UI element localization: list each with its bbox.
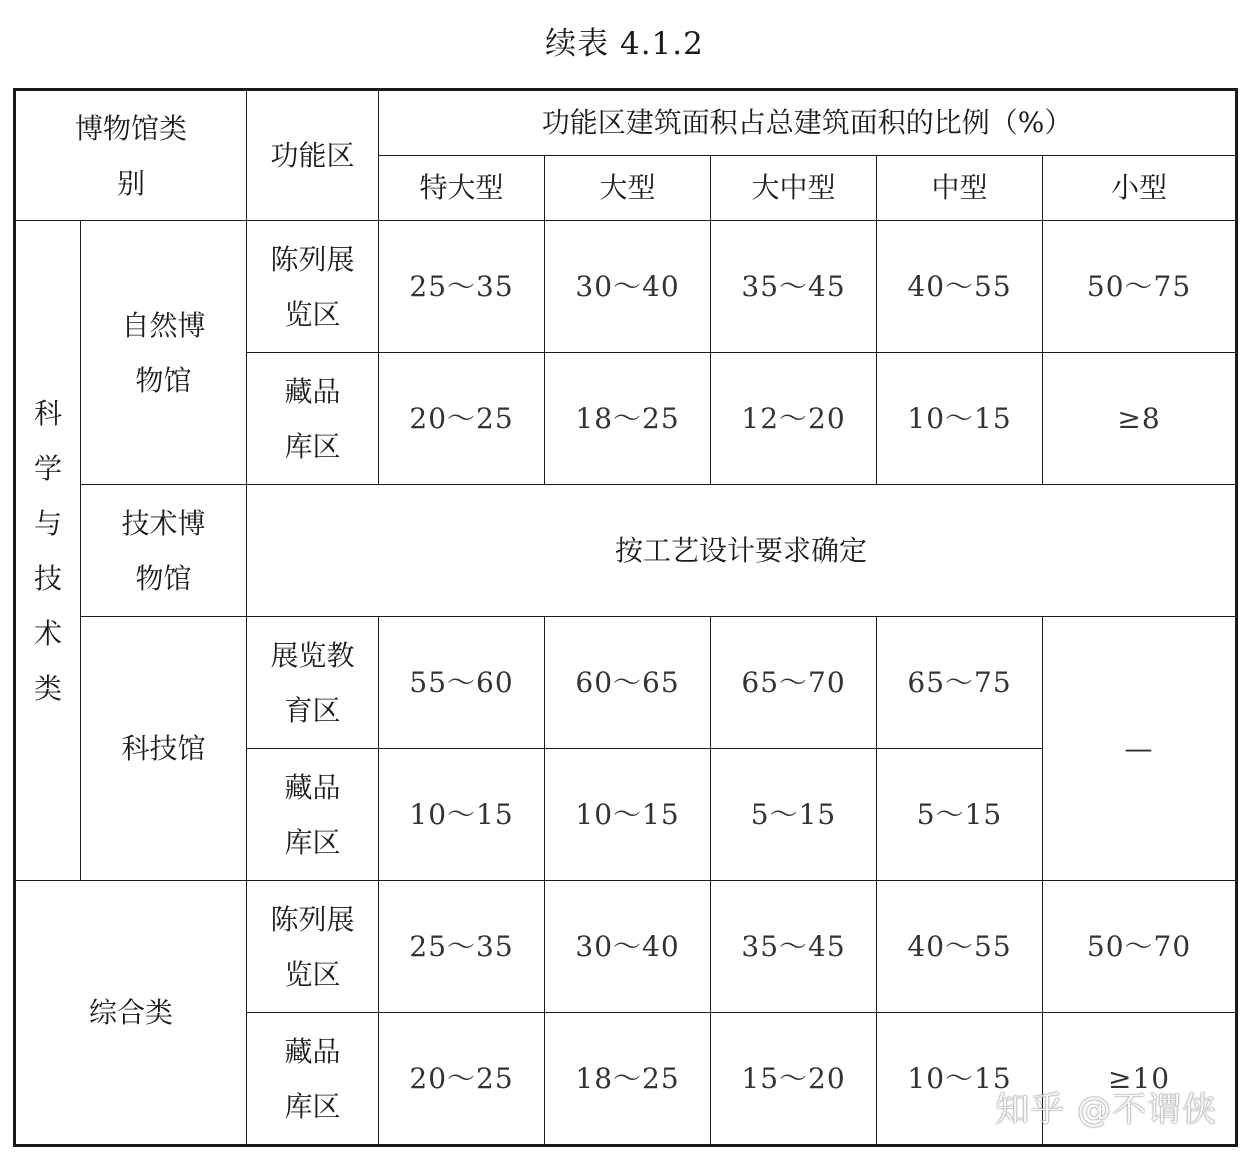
table-row bbox=[15, 881, 1237, 1013]
area-storage bbox=[247, 353, 379, 485]
area-storage bbox=[247, 749, 379, 881]
group-technology bbox=[81, 485, 247, 617]
table-cell: 12～20 bbox=[711, 353, 877, 485]
table-cell: ≥8 bbox=[1043, 353, 1237, 485]
table-row bbox=[15, 617, 1237, 749]
table-cell: 35～45 bbox=[711, 221, 877, 353]
header-function-area: 功能区 bbox=[247, 90, 379, 221]
group-natural-text: 自然博物馆 bbox=[121, 308, 206, 397]
area-exhibition-text: 陈列展览区 bbox=[270, 242, 355, 331]
table-cell: 60～65 bbox=[545, 617, 711, 749]
table-row bbox=[15, 485, 1237, 617]
header-size-s: 小型 bbox=[1043, 156, 1237, 221]
header-category bbox=[15, 90, 247, 221]
table-cell: 10～15 bbox=[877, 353, 1043, 485]
table-cell: 10～15 bbox=[877, 1013, 1043, 1146]
table-cell: 40～55 bbox=[877, 881, 1043, 1013]
area-education-text: 展览教育区 bbox=[270, 638, 355, 727]
table-cell: 25～35 bbox=[379, 221, 545, 353]
area-storage bbox=[247, 1013, 379, 1146]
group-general: 综合类 bbox=[15, 881, 247, 1146]
header-ratio-title: 功能区建筑面积占总建筑面积的比例（%） bbox=[379, 90, 1237, 156]
header-size-l: 大型 bbox=[545, 156, 711, 221]
area-exhibition-text: 陈列展览区 bbox=[270, 902, 355, 991]
area-education bbox=[247, 617, 379, 749]
area-exhibition bbox=[247, 221, 379, 353]
table-cell: 65～70 bbox=[711, 617, 877, 749]
table-cell: 25～35 bbox=[379, 881, 545, 1013]
area-storage-text: 藏品库区 bbox=[284, 1034, 341, 1123]
table-row bbox=[15, 221, 1237, 353]
table-cell: 5～15 bbox=[877, 749, 1043, 881]
table-cell-dash: — bbox=[1043, 617, 1237, 881]
table-cell: 20～25 bbox=[379, 353, 545, 485]
header-size-xl: 特大型 bbox=[379, 156, 545, 221]
table-cell: 30～40 bbox=[545, 221, 711, 353]
group-science-center: 科技馆 bbox=[81, 617, 247, 881]
header-category-text: 博物馆类别 bbox=[75, 111, 188, 200]
area-storage-text: 藏品库区 bbox=[284, 770, 341, 859]
header-size-m: 中型 bbox=[877, 156, 1043, 221]
table-cell: 55～60 bbox=[379, 617, 545, 749]
table-cell: 65～75 bbox=[877, 617, 1043, 749]
table-cell: 30～40 bbox=[545, 881, 711, 1013]
table-cell: 35～45 bbox=[711, 881, 877, 1013]
table-cell: 20～25 bbox=[379, 1013, 545, 1146]
table-cell: 5～15 bbox=[711, 749, 877, 881]
technology-note: 按工艺设计要求确定 bbox=[247, 485, 1237, 617]
table-cell: ≥10 bbox=[1043, 1013, 1237, 1146]
header-row-1 bbox=[15, 90, 1237, 156]
table-cell: 50～75 bbox=[1043, 221, 1237, 353]
watermark-text: 知乎 @不谓侠 bbox=[995, 1090, 1217, 1130]
table-caption: 续表 4.1.2 bbox=[545, 26, 704, 62]
table-cell: 50～70 bbox=[1043, 881, 1237, 1013]
table-cell: 10～15 bbox=[379, 749, 545, 881]
museum-area-ratio-table bbox=[13, 88, 1238, 1147]
group-natural bbox=[81, 221, 247, 485]
table-cell: 18～25 bbox=[545, 353, 711, 485]
header-size-ml: 大中型 bbox=[711, 156, 877, 221]
table-cell: 18～25 bbox=[545, 1013, 711, 1146]
group-sci-tech bbox=[15, 221, 81, 881]
group-sci-tech-text: 科学与技术类 bbox=[33, 396, 62, 705]
table-cell: 10～15 bbox=[545, 749, 711, 881]
group-technology-text: 技术博物馆 bbox=[121, 506, 206, 595]
area-exhibition bbox=[247, 881, 379, 1013]
table-cell: 15～20 bbox=[711, 1013, 877, 1146]
area-storage-text: 藏品库区 bbox=[284, 374, 341, 463]
table-cell: 40～55 bbox=[877, 221, 1043, 353]
